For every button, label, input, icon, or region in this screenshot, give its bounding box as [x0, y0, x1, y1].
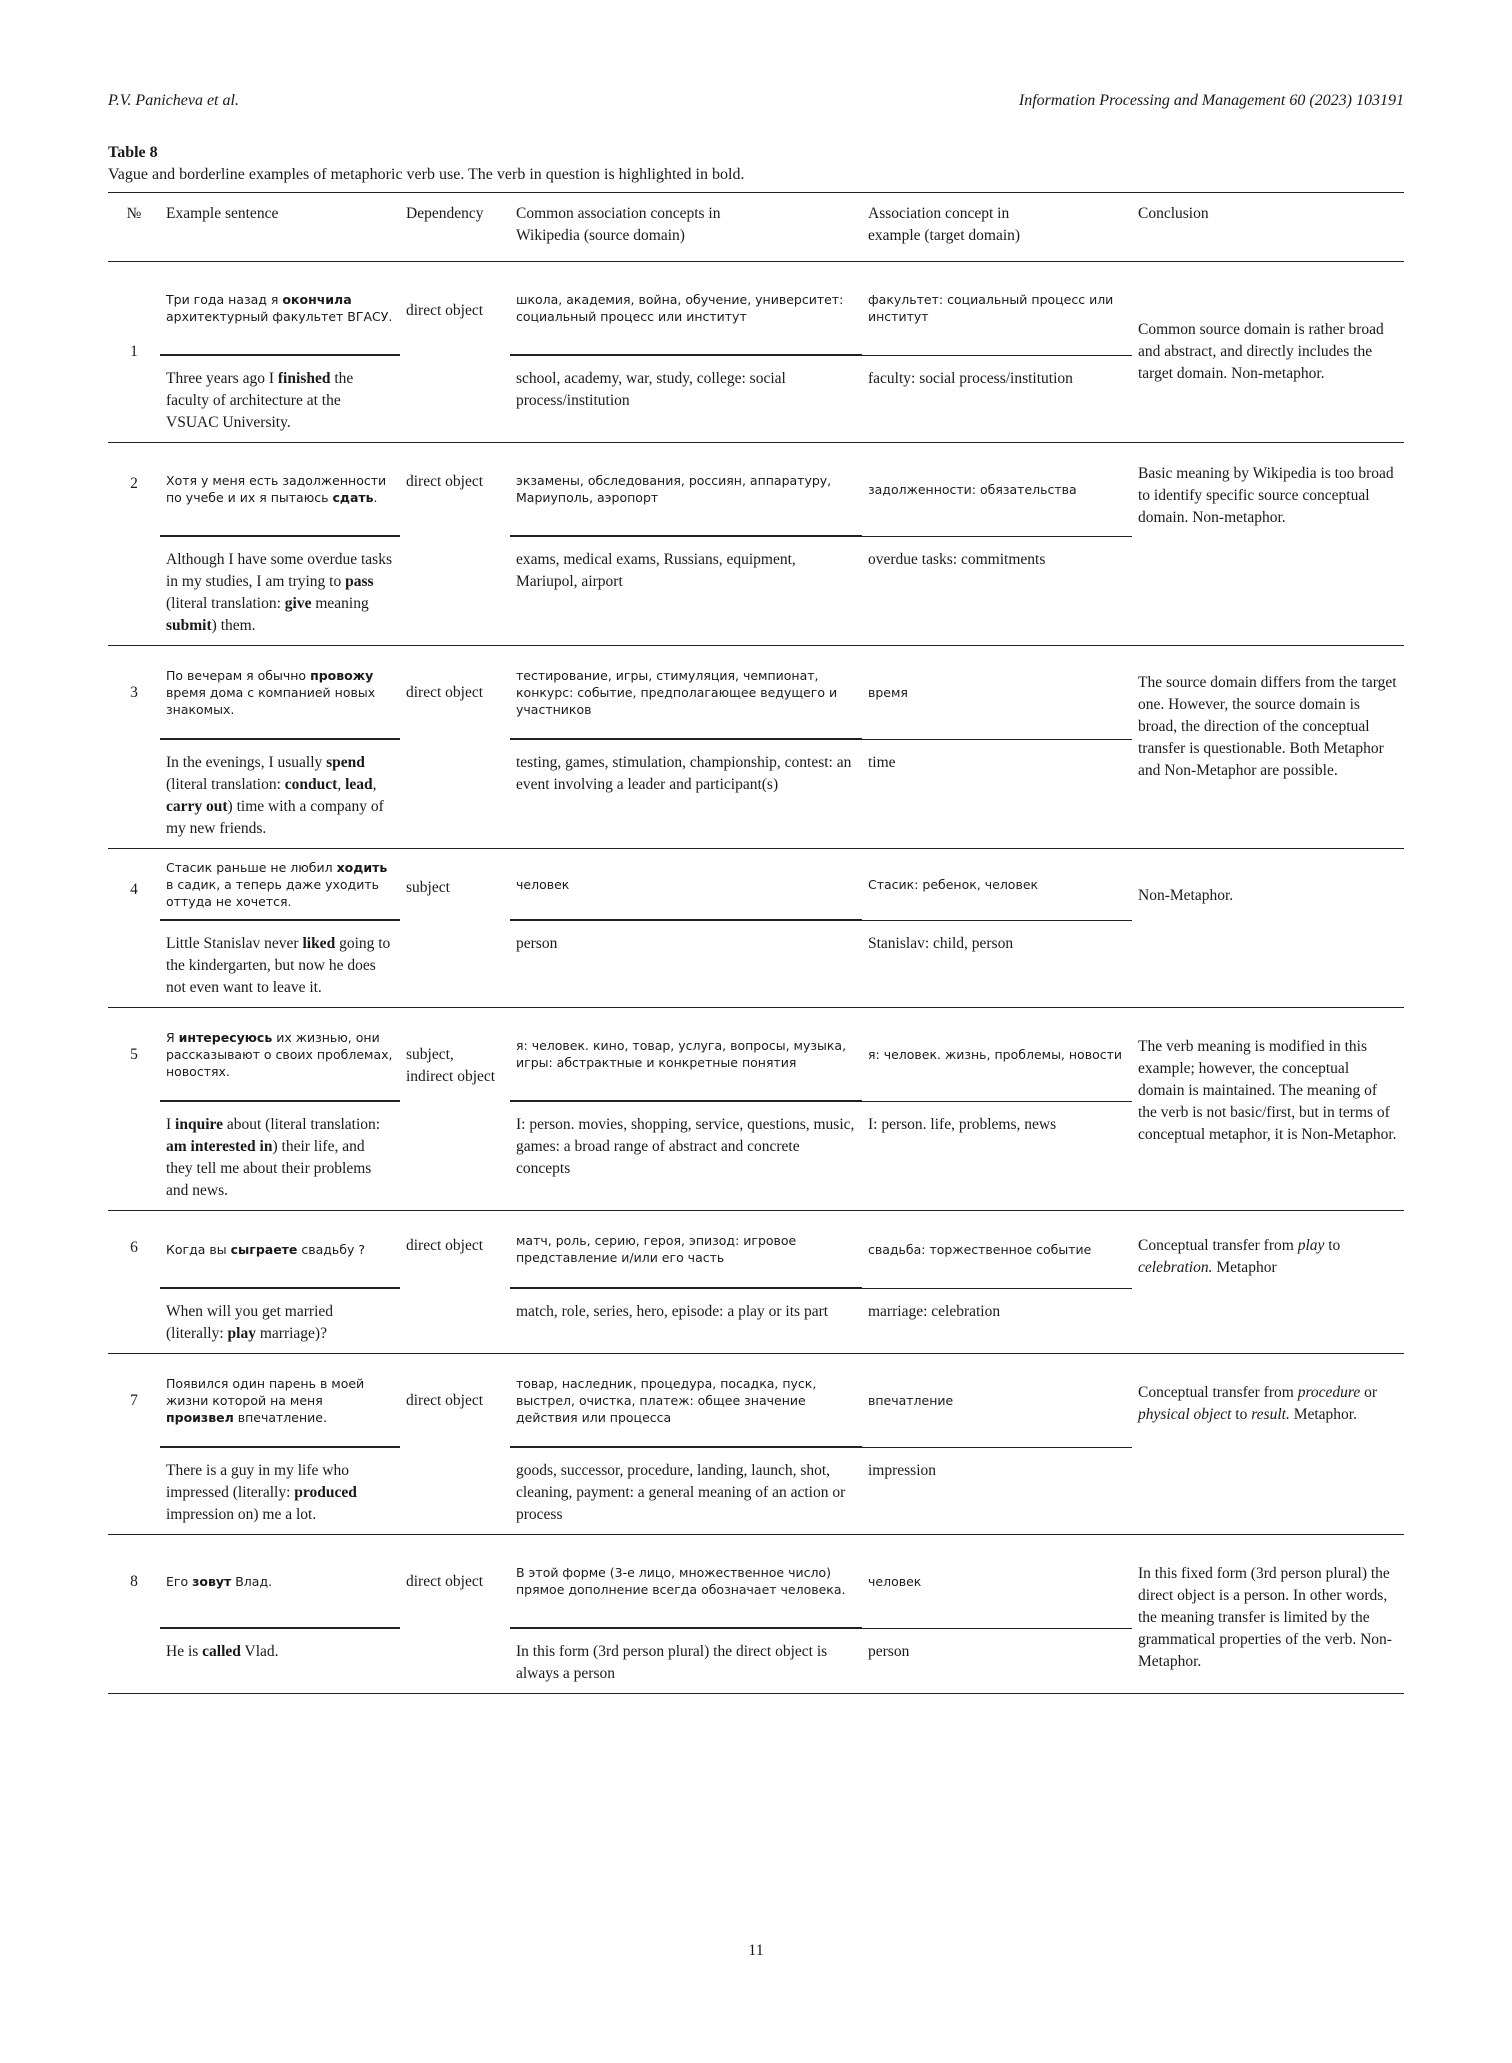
target-ru: время	[868, 684, 908, 700]
verb-highlight: произвел	[166, 1409, 234, 1425]
col-header-no: №	[126, 205, 142, 222]
source-en: I: person. movies, shopping, service, questions, music, games: a broad range of abstract and concrete concepts	[510, 1101, 862, 1211]
verb-highlight: give	[284, 595, 312, 612]
example-row-8	[108, 1535, 1404, 1694]
conclusion: Basic meaning by Wikipedia is too broad to identify specific source conceptual domain. Non-metaphor.	[1138, 465, 1394, 526]
row-number: 6	[130, 1239, 138, 1256]
conclusion: Common source domain is rather broad and abstract, and directly includes the target domain. Non-metaphor.	[1138, 321, 1384, 382]
table-row	[108, 443, 1404, 537]
source-en: match, role, series, hero, episode: a play or its part	[510, 1288, 862, 1354]
source-en: testing, games, stimulation, championship, contest: an event involving a leader and participant(s)	[510, 739, 862, 849]
table-caption	[108, 142, 1408, 186]
source-ru: экзамены, обследования, россиян, аппаратуру, Мариуполь, аэропорт	[516, 473, 832, 505]
example-row-1	[108, 262, 1404, 443]
source-ru: школа, академия, война, обучение, университет: социальный процесс или институт	[516, 292, 844, 324]
row-number: 7	[130, 1392, 138, 1409]
source-en: goods, successor, procedure, landing, launch, shot, cleaning, payment: a general meaning of an action or process	[510, 1447, 862, 1535]
source-en: In this form (3rd person plural) the direct object is always a person	[510, 1628, 862, 1694]
source-ru: человек	[516, 876, 570, 892]
example-row-2	[108, 443, 1404, 646]
target-ru: задолженности: обязательства	[868, 481, 1077, 497]
target-ru: Стасик: ребенок, человек	[868, 876, 1039, 892]
source-en: person	[510, 920, 862, 1008]
table-row	[108, 1211, 1404, 1289]
example-en: When will you get married (literally: play marriage)?	[160, 1288, 400, 1354]
conclusion: The verb meaning is modified in this example; however, the conceptual domain is maintained. The meaning of the verb is not basic/first, but in terms of conceptual metaphor, it is Non-Metaphor.	[1138, 1038, 1397, 1143]
table-label: Table 8	[108, 144, 158, 161]
verb-highlight: conduct	[284, 776, 338, 793]
target-en: person	[862, 1628, 1132, 1694]
conclusion: Conceptual transfer from play to celebration. Metaphor	[1138, 1237, 1341, 1276]
example-ru: По вечерам я обычно провожу время дома с компанией новых знакомых.	[166, 667, 376, 717]
conclusion: In this fixed form (3rd person plural) the direct object is a person. In other words, the meaning transfer is limited by the grammatical properties of the verb. Non-Metaphor.	[1138, 1565, 1392, 1670]
target-en: Stanislav: child, person	[862, 920, 1132, 1008]
source-ru: В этой форме (3-е лицо, множественное число) прямое дополнение всегда обозначает человека.	[516, 1565, 846, 1597]
example-en: I inquire about (literal translation: am interested in) their life, and they tell me about their problems and news.	[160, 1101, 400, 1211]
example-en: Although I have some overdue tasks in my studies, I am trying to pass (literal translation: give meaning submit) them.	[160, 536, 400, 646]
target-ru: я: человек. жизнь, проблемы, новости	[868, 1046, 1122, 1062]
table-header-row	[108, 193, 1404, 262]
source-ru: матч, роль, серию, героя, эпизод: игровое представление и/или его часть	[516, 1233, 797, 1265]
target-en: faculty: social process/institution	[862, 355, 1132, 443]
col-header-conclusion: Conclusion	[1138, 205, 1209, 222]
dependency: direct object	[406, 302, 484, 319]
verb-highlight: зовут	[192, 1573, 232, 1589]
example-en: Little Stanislav never liked going to the kindergarten, but now he does not even want to leave it.	[160, 920, 400, 1008]
verb-highlight: провожу	[310, 667, 374, 683]
dependency: subject, indirect object	[406, 1046, 496, 1085]
example-ru: Когда вы сыграете свадьбу ?	[166, 1241, 366, 1257]
row-number: 2	[130, 475, 138, 492]
verb-highlight: окончила	[282, 292, 352, 307]
target-en: overdue tasks: commitments	[862, 536, 1132, 646]
verb-highlight: liked	[302, 935, 336, 952]
example-row-7	[108, 1354, 1404, 1535]
target-en: I: person. life, problems, news	[862, 1101, 1132, 1211]
verb-highlight: called	[202, 1643, 241, 1660]
target-en: marriage: celebration	[862, 1288, 1132, 1354]
dependency: subject	[406, 879, 450, 896]
dependency: direct object	[406, 1237, 484, 1254]
example-ru: Стасик раньше не любил ходить в садик, а теперь даже уходить оттуда не хочется.	[166, 859, 388, 909]
verb-highlight: inquire	[175, 1116, 223, 1133]
verb-highlight: сдать	[332, 490, 374, 505]
example-ru: Три года назад я окончила архитектурный факультет ВГАСУ.	[166, 292, 393, 324]
table-row	[108, 1008, 1404, 1102]
target-ru: факультет: социальный процесс или институт	[868, 292, 1114, 325]
dependency: direct object	[406, 1392, 484, 1409]
target-ru: человек	[868, 1573, 922, 1589]
verb-highlight: spend	[326, 754, 365, 771]
example-row-4	[108, 849, 1404, 1008]
source-ru: товар, наследник, процедура, посадка, пуск, выстрел, очистка, платеж: общее значение действия или процесса	[516, 1375, 817, 1425]
row-number: 1	[130, 343, 138, 360]
example-ru: Его зовут Влад.	[166, 1573, 273, 1589]
example-ru: Появился один парень в моей жизни которой на меня произвел впечатление.	[166, 1375, 365, 1425]
page-number: 11	[748, 1942, 764, 1959]
table-caption-text: Vague and borderline examples of metaphoric verb use. The verb in question is highlighted in bold.	[108, 166, 745, 183]
table-8	[108, 192, 1404, 1694]
source-ru: тестирование, игры, стимуляция, чемпионат, конкурс: событие, предполагающее ведущего и участников	[516, 667, 838, 717]
row-number: 8	[130, 1573, 138, 1590]
verb-highlight: pass	[345, 573, 374, 590]
header-authors: P.V. Panicheva et al.	[108, 92, 239, 109]
verb-highlight: ходить	[336, 859, 388, 875]
dependency: direct object	[406, 1573, 484, 1590]
verb-highlight: play	[227, 1325, 256, 1342]
example-ru: Я интересуюсь их жизнью, они рассказывают о своих проблемах, новостях.	[166, 1029, 393, 1079]
target-en: time	[862, 739, 1132, 849]
example-row-6	[108, 1211, 1404, 1354]
header-journal: Information Processing and Management 60 (2023) 103191	[1018, 92, 1404, 109]
example-row-5	[108, 1008, 1404, 1211]
example-en: In the evenings, I usually spend (literal translation: conduct, lead, carry out) time with a company of my new friends.	[160, 739, 400, 849]
col-header-example: Example sentence	[166, 205, 279, 222]
conclusion: Conceptual transfer from procedure or physical object to result. Metaphor.	[1138, 1384, 1378, 1423]
table-row	[108, 1354, 1404, 1448]
example-en: Three years ago I finished the faculty of architecture at the VSUAC University.	[160, 355, 400, 443]
source-ru: я: человек. кино, товар, услуга, вопросы, музыка, игры: абстрактные и конкретные понятия	[516, 1038, 847, 1070]
verb-highlight: am interested in	[166, 1138, 273, 1155]
col-header-target: Association concept in example (target domain)	[868, 205, 1021, 244]
dependency: direct object	[406, 684, 484, 701]
table-row	[108, 262, 1404, 356]
target-en: impression	[862, 1447, 1132, 1535]
dependency: direct object	[406, 473, 484, 490]
verb-highlight: finished	[277, 370, 331, 387]
verb-highlight: lead	[345, 776, 373, 793]
running-header	[108, 92, 1404, 114]
verb-highlight: интересуюсь	[178, 1029, 273, 1045]
target-ru: впечатление	[868, 1392, 954, 1408]
conclusion: The source domain differs from the target one. However, the source domain is broad, the direction of the conceptual transfer is questionable. Both Metaphor and Non-Metaphor are possible.	[1138, 674, 1397, 779]
example-row-3	[108, 646, 1404, 849]
verb-highlight: сыграете	[230, 1241, 298, 1257]
row-number: 3	[130, 684, 138, 701]
example-ru: Хотя у меня есть задолженности по учебе и их я пытаюсь сдать.	[166, 473, 387, 505]
row-number: 4	[130, 881, 138, 898]
col-header-dependency: Dependency	[406, 205, 484, 222]
col-header-source: Common association concepts in Wikipedia (source domain)	[516, 205, 721, 244]
source-en: exams, medical exams, Russians, equipment, Mariupol, airport	[510, 536, 862, 646]
verb-highlight: produced	[294, 1484, 357, 1501]
target-ru: свадьба: торжественное событие	[868, 1241, 1092, 1257]
example-en: There is a guy in my life who impressed (literally: produced impression on) me a lot.	[160, 1447, 400, 1535]
verb-highlight: carry out	[166, 798, 228, 815]
verb-highlight: submit	[166, 617, 212, 634]
example-en: He is called Vlad.	[160, 1628, 400, 1694]
table-row	[108, 849, 1404, 921]
table-row	[108, 1535, 1404, 1629]
row-number: 5	[130, 1046, 138, 1063]
source-en: school, academy, war, study, college: social process/institution	[510, 355, 862, 443]
conclusion: Non-Metaphor.	[1138, 887, 1234, 904]
table-row	[108, 646, 1404, 740]
